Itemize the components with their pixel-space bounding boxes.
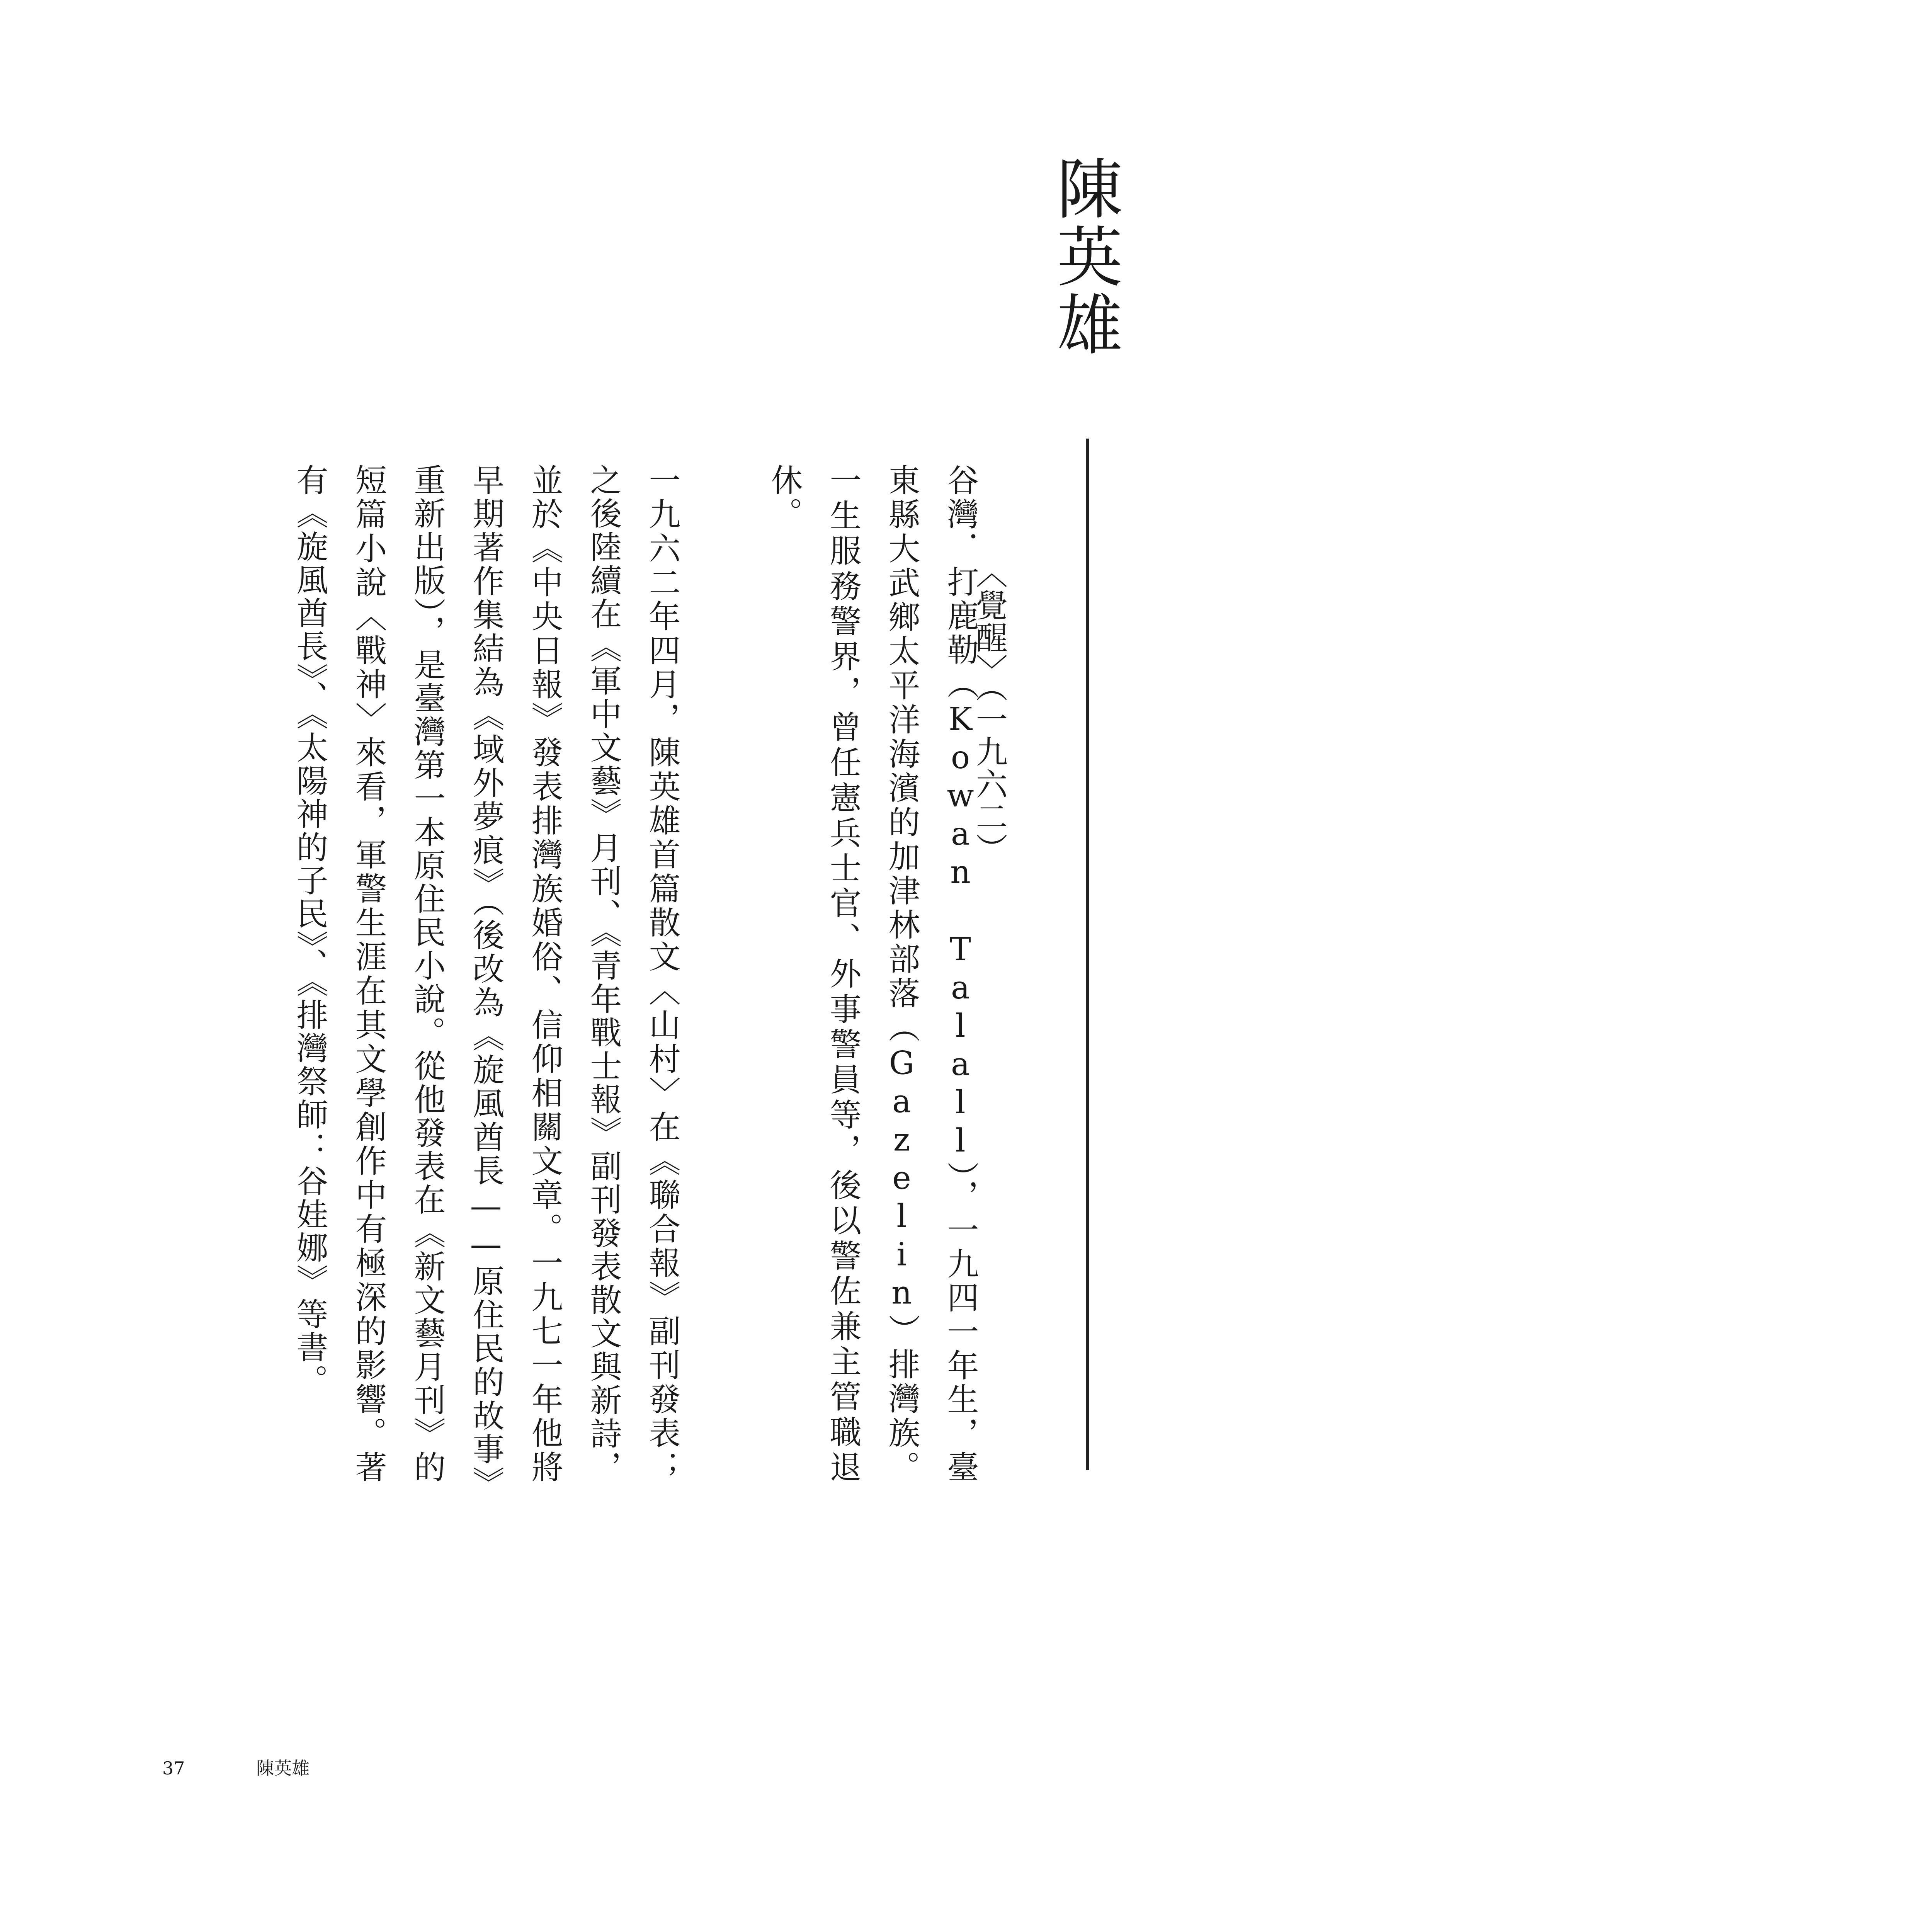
biography-text	[280, 464, 990, 1484]
author-name-heading: 陳英雄	[1046, 155, 1122, 359]
biography-paragraph-1: 谷灣．打鹿勒（Kowan Talall），一九四一年生，臺東縣大武鄉太平洋海濱的加津林部落（Gazelin）排灣族。一生服務警界，曾任憲兵士官、外事警員等，後以警佐兼主管職退休。	[766, 464, 979, 1484]
running-head: 陳英雄	[256, 1758, 310, 1779]
vertical-divider-rule	[1086, 439, 1089, 1470]
work-title: 〈覺醒〉（一九六二）	[971, 556, 1008, 865]
biography-paragraph-2: 一九六二年四月，陳英雄首篇散文〈山村〉在《聯合報》副刊發表；之後陸續在《軍中文藝》月刊、《青年戰士報》副刊發表散文與新詩，並於《中央日報》發表排灣族婚俗、信仰相關文章。一九七一年他將早期著作集結為《域外夢痕》（後改為《旋風酋長——原住民的故事》重新出版），是臺灣第一本原住民小說。從他發表在《新文藝月刊》的短篇小說〈戰神〉來看，軍警生涯在其文學創作中有極深的影響。著有《旋風酋長》、《太陽神的子民》、《排灣祭師：谷娃娜》等書。	[291, 464, 680, 1484]
page-footer	[162, 1754, 310, 1780]
page-number: 37	[162, 1758, 185, 1779]
